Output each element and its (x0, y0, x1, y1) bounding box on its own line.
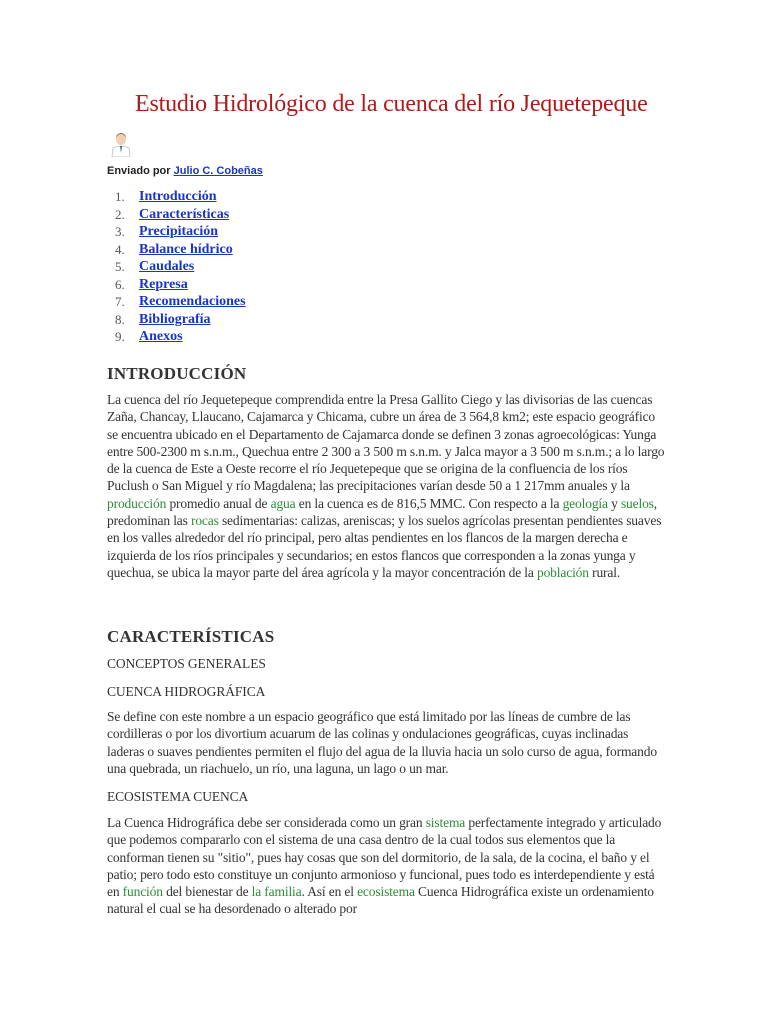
toc-link-caudales[interactable]: Caudales (139, 259, 195, 274)
article-title: Estudio Hidrológico de la cuenca del río Jequetepeque (135, 91, 648, 117)
keyword-link-rocas[interactable]: rocas (190, 513, 219, 529)
section-heading-caracteristicas: CARACTERÍSTICAS (107, 627, 275, 646)
toc-link-balance-hidrico[interactable]: Balance hídrico (139, 241, 233, 257)
toc-link-precipitacion[interactable]: Precipitación (139, 224, 219, 239)
subheading-ecosistema-cuenca: ECOSISTEMA CUENCA (107, 789, 249, 804)
keyword-link-ecosistema[interactable]: ecosistema (357, 884, 415, 900)
toc-item: 1. Introducción (115, 189, 217, 204)
toc-item: 4. Balance hídrico (115, 241, 233, 257)
author-link[interactable]: Julio C. Cobeñas (173, 165, 263, 177)
ecosistema-paragraph: La Cuenca Hidrográfica debe ser considerada como un gran sistema perfectamente integrado y articulado que podemos compararlo con el sistema de una casa dentro de la cual todos sus elementos que la conforman tienen su "sitio", pues hay cosas que son del dormitorio, de la sala, de la cocina, el baño y el patio; pero todo esto constituye un conjunto armonioso y funcional, pues todo es interdependiente y está en función del bienestar de la familia. Así en el ecosistema Cuenca Hidrográfica existe un ordenamiento natural el cual se ha desordenado o alterado por (107, 815, 662, 917)
toc-item: 5. Caudales (115, 259, 195, 274)
subheading-conceptos-generales: CONCEPTOS GENERALES (107, 656, 266, 671)
toc-item: 6. Represa (115, 276, 188, 292)
toc-item: 9. Anexos (115, 329, 183, 344)
keyword-link-la-familia[interactable]: la familia (251, 884, 302, 900)
keyword-link-agua[interactable]: agua (270, 495, 296, 511)
keyword-link-suelos[interactable]: suelos (620, 495, 654, 511)
keyword-link-funcion[interactable]: función (122, 884, 163, 900)
toc-link-caracteristicas[interactable]: Características (139, 206, 230, 222)
cuenca-paragraph: Se define con este nombre a un espacio geográfico que está limitado por las líneas de cumbre de las cordilleras o por los divortium acuarum de las colinas y ondulaciones geográficas, cuyas inclinadas laderas o suaves pendientes permiten el flujo del agua de la lluvia hacia un solo curso de agua, formando una quebrada, un riachuelo, un río, una laguna, un lago o un mar. (107, 709, 657, 776)
toc-link-recomendaciones[interactable]: Recomendaciones (139, 294, 246, 309)
author-avatar-icon (110, 131, 132, 157)
subheading-cuenca-hidrografica: CUENCA HIDROGRÁFICA (107, 684, 266, 699)
byline (107, 165, 263, 177)
toc-link-introduccion[interactable]: Introducción (139, 189, 217, 204)
toc-link-bibliografia[interactable]: Bibliografía (139, 311, 211, 327)
toc-item: 7. Recomendaciones (115, 294, 246, 309)
keyword-link-sistema[interactable]: sistema (425, 815, 466, 830)
section-heading-introduccion: INTRODUCCIÓN (107, 364, 247, 383)
toc-item: 3. Precipitación (115, 224, 219, 239)
toc-link-represa[interactable]: Represa (139, 276, 188, 292)
toc-item: 8. Bibliografía (115, 311, 211, 327)
keyword-link-produccion[interactable]: producción (107, 495, 167, 511)
toc-link-anexos[interactable]: Anexos (139, 329, 183, 344)
keyword-link-geologia[interactable]: geología (562, 495, 608, 511)
table-of-contents (107, 188, 246, 346)
keyword-link-poblacion[interactable]: población (536, 564, 589, 580)
byline-label: Enviado por (107, 165, 171, 177)
intro-paragraph: La cuenca del río Jequetepeque comprendida entre la Presa Gallito Ciego y las divisorias de las cuencas Zaña, Chancay, Llaucano, Cajamarca y Chicama, cubre un área de 3 564,8 km2; este espacio geográfico se encuentra ubicado en el Departamento de Cajamarca donde se definen 3 zonas agroecológicas: Yunga entre 500-2300 m s.n.m., Quechua entre 2 300 a 3 500 m s.n.m. y Jalca mayor a 3 500 m s.n.m.; a lo largo de la cuenca de Este a Oeste recorre el río Jequetepeque que se origina de la confluencia de los ríos Puclush o San Miguel y río Magdalena; las precipitaciones varían desde 50 a 1 217mm anuales y la producción promedio anual de agua en la cuenca es de 816,5 MMC. Con respecto a la geología y suelos, predominan las rocas sedimentarias: calizas, areniscas; y los suelos agrícolas presentan pendientes suaves en los valles alrededor del río principal, pero altas pendientes en los flancos de la margen derecha e izquierda de los ríos principales y secundarios; en estos flancos que corresponden a la zonas yunga y quechua, se ubica la mayor parte del área agrícola y la mayor concentración de la población rural. (107, 392, 665, 580)
toc-item: 2. Características (115, 206, 230, 222)
